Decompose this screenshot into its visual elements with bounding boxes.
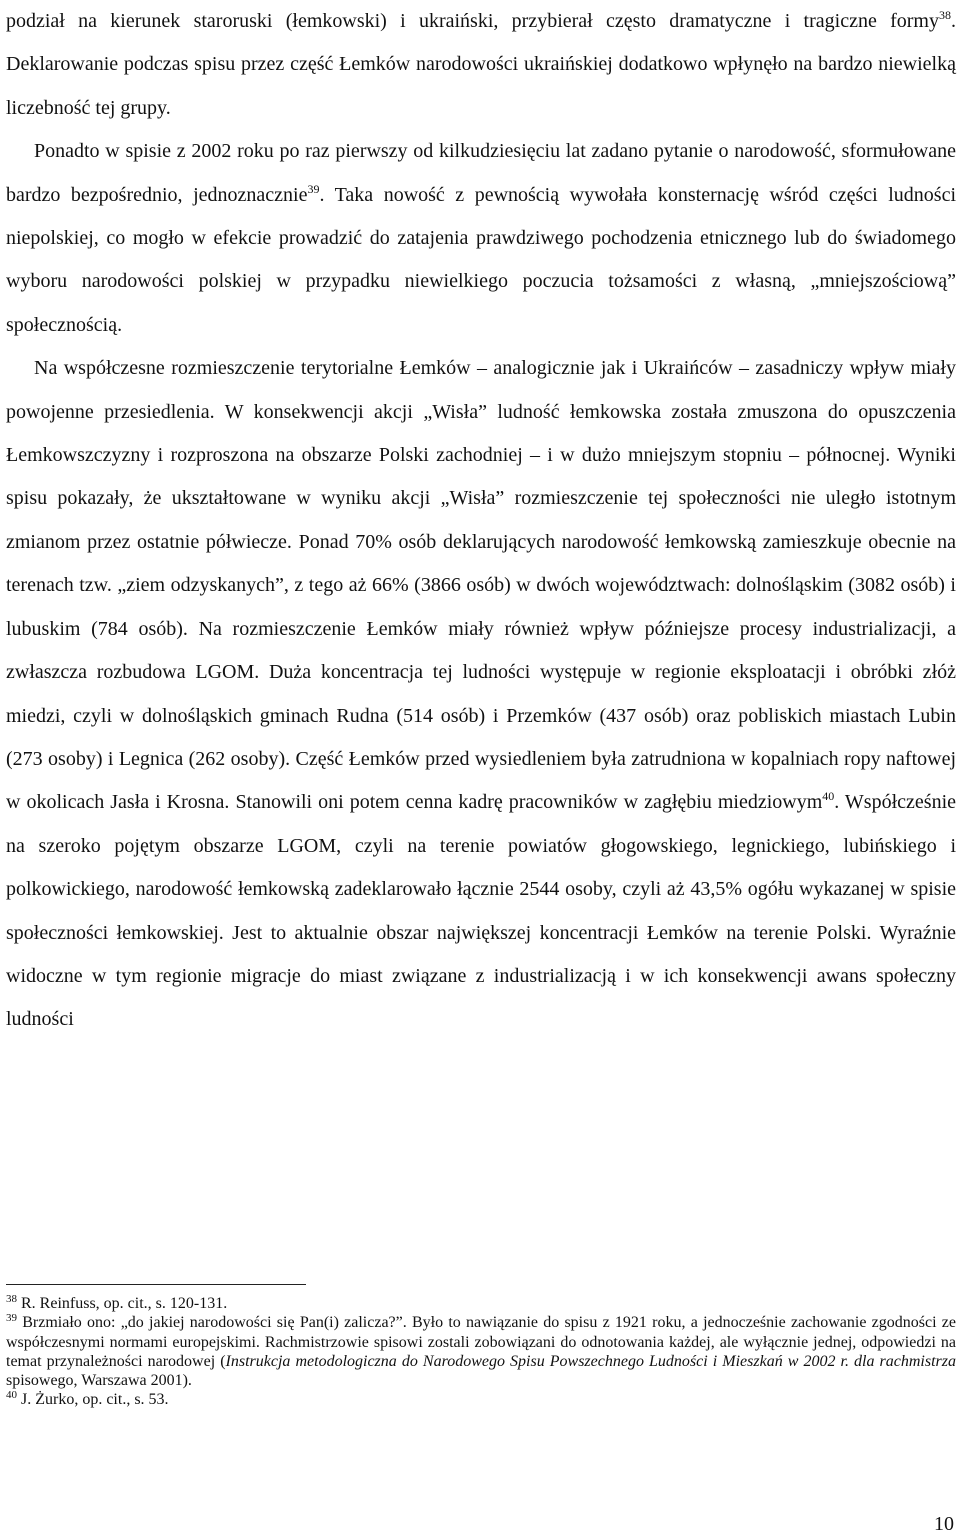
paragraph [6, 347, 956, 1042]
text-run: . Współcześnie na szeroko pojętym obszarze LGOM, czyli na terenie powiatów głogowskiego, legnickiego, lubińskiego i polkowickiego, narodowość łemkowską zadeklarowało łącznie 2544 osoby, czyli aż 43,5% ogółu wykazanej w spisie społeczności łemkowskiej. Jest to aktualnie obszar największej koncentracji Łemków na terenie Polski. Wyraźnie widoczne w tym regionie migracje do miast związane z industrializacją i w ich konsekwencji awans społeczny ludności [6, 791, 956, 1031]
text-run: spisowego, Warszawa 2001). [6, 1372, 192, 1390]
footnote-separator [6, 1284, 306, 1285]
page-number: 10 [934, 1513, 954, 1535]
footnote-ref[interactable]: 38 [6, 1293, 17, 1305]
text-run: . Deklarowanie podczas spisu przez część Łemków narodowości ukraińskiej dodatkowo wpłynęło na bardzo niewielką liczebność tej grupy. [6, 10, 956, 119]
footnote-ref[interactable]: 39 [6, 1312, 17, 1325]
footnote-ref[interactable]: 39 [307, 181, 320, 196]
paragraph [6, 0, 956, 130]
text-run: . Taka nowość z pewnością wywołała konsternację wśród części ludności niepolskiej, co mogło w efekcie prowadzić do zatajenia prawdziwego pochodzenia etnicznego lub do świadomego wyboru narodowości polskiej w przypadku niewielkiego poczucia tożsamości z własną, „mniejszościową” społecznością. [6, 183, 957, 336]
text-run: Brzmiało ono: „do jakiej narodowości się Pan(i) zalicza?”. Było to nawiązanie do spisu z 1921 roku, a jednocześnie zachowanie zgodności ze współczesnymi normami europejskimi. Rachmistrzowie spisowi zostali zobowiązani do odnotowania każdej, ale wyłącznie jednej, odpowiedzi na temat przynależności narodowej ( [6, 1314, 956, 1370]
footnote-ref[interactable]: 40 [822, 789, 835, 804]
text-run: Na współczesne rozmieszczenie terytorialne Łemków – analogicznie jak i Ukraińców – zasadniczy wpływ miały powojenne przesiedlenia. W konsekwencji akcji „Wisła” ludność łemkowska została zmuszona do opuszczenia Łemkowszczyzny i rozproszona na obszarze Polski zachodniej – i w dużo mniejszym stopniu – północnej. Wyniki spisu pokazały, że ukształtowane w wyniku akcji „Wisła” rozmieszczenie tej społeczności nie uległo istotnym zmianom przez ostatnie półwiecze. Ponad 70% osób deklarujących narodowość łemkowską zamieszkuje obecnie na terenach tzw. „ziem odzyskanych”, z tego aż 66% (3866 osób) w dwóch województwach: dolnośląskim (3082 osób) i lubuskim (784 osób). Na rozmieszczenie Łemków miały również wpływ późniejsze procesy industrializacji, a zwłaszcza rozbudowa LGOM. Duża koncentracja tej ludności występuje w regionie eksploatacji i obróbki złóż miedzi, czyli w dolnośląskich gminach Rudna (514 osób) i Przemków (437 osób) oraz pobliskich miastach Lubin (273 osoby) i Legnica (262 osoby). Część Łemków przed wysiedleniem była zatrudniona w kopalniach ropy naftowej w okolicach Jasła i Krosna. Stanowili oni potem cenna kadrę pracowników w zagłębiu miedziowym [6, 357, 956, 814]
body-text [6, 0, 956, 1042]
footnote-ref[interactable]: 38 [939, 8, 951, 22]
paragraph [6, 130, 956, 347]
footnote-ref[interactable]: 40 [6, 1389, 17, 1402]
text-run: podział na kierunek staroruski (łemkowski) i ukraiński, przybierał często dramatyczne i tragiczne formy [6, 10, 939, 32]
footnote [6, 1390, 956, 1409]
footnote [6, 1313, 956, 1390]
text-run: Ponadto w spisie z 2002 roku po raz pierwszy od kilkudziesięciu lat zadano pytanie o narodowość, sformułowane bardzo bezpośrednio, jednoznacznie [6, 140, 956, 206]
footnote [6, 1294, 956, 1313]
text-run: J. Żurko, op. cit., s. 53. [17, 1391, 169, 1409]
italic-text: Instrukcja metodologiczna do Narodowego Spisu Powszechnego Ludności i Mieszkań w 2002 r. dla rachmistrza [225, 1352, 956, 1370]
text-run: R. Reinfuss, op. cit., s. 120-131. [17, 1295, 228, 1312]
footnotes [6, 1294, 956, 1410]
